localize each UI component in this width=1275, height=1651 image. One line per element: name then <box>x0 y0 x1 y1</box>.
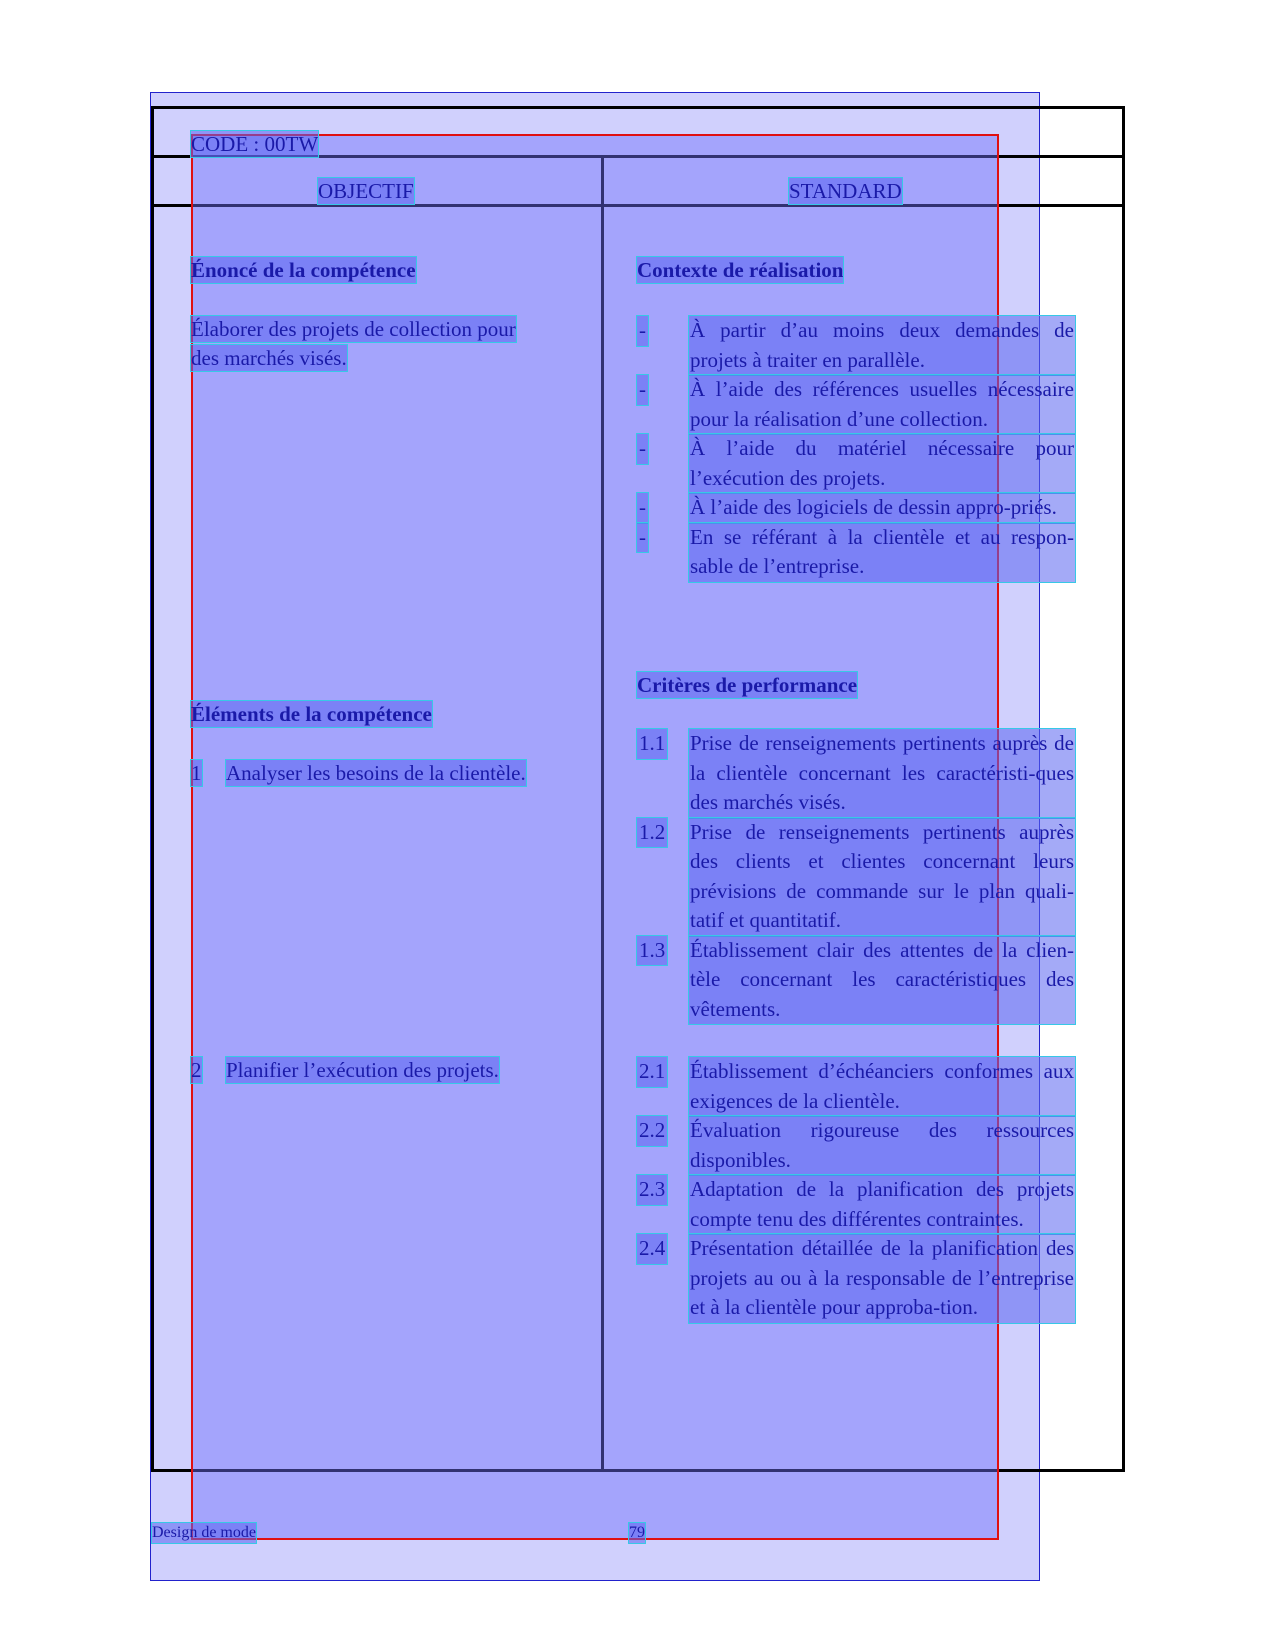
elements-title: Éléments de la compétence <box>191 702 432 726</box>
criterion-number: 2.3 <box>637 1175 667 1205</box>
criterion-text: Présentation détaillée de la planification des projets au ou à la responsable de l’entreprise et à la clientèle pour approba-tion. <box>689 1234 1075 1323</box>
list-item-text: À partir d’au moins deux demandes de projets à traiter en parallèle. <box>689 316 1075 375</box>
list-item <box>637 1057 1075 1116</box>
enonce-text-line-2: des marchés visés. <box>191 346 347 370</box>
bullet: - <box>637 523 648 553</box>
list-item <box>637 493 1075 523</box>
list-item <box>637 1116 1075 1175</box>
element-2-text: Planifier l’exécution des projets. <box>226 1058 499 1082</box>
bullet: - <box>637 316 648 346</box>
enonce-title: Énoncé de la compétence <box>191 258 416 282</box>
list-item <box>637 1175 1075 1234</box>
bullet: - <box>637 493 648 523</box>
element-1-number: 1 <box>191 761 202 785</box>
criteres-list-1 <box>637 729 1075 1024</box>
list-item-text: À l’aide des références usuelles nécessaire pour la réalisation d’une collection. <box>689 375 1075 434</box>
criterion-number: 1.1 <box>637 729 667 759</box>
list-item <box>637 936 1075 1025</box>
list-item <box>637 434 1075 493</box>
criteres-list-2 <box>637 1057 1075 1323</box>
list-item <box>637 729 1075 818</box>
criterion-text: Établissement d’échéanciers conformes aux exigences de la clientèle. <box>689 1057 1075 1116</box>
criterion-number: 2.2 <box>637 1116 667 1146</box>
criterion-number: 2.4 <box>637 1234 667 1264</box>
list-item-text: À l’aide des logiciels de dessin appro-priés. <box>689 493 1075 523</box>
contexte-list <box>637 316 1075 582</box>
list-item <box>637 818 1075 936</box>
list-item <box>637 1234 1075 1323</box>
criterion-text: Adaptation de la planification des projets compte tenu des différentes contraintes. <box>689 1175 1075 1234</box>
column-header-objectif: OBJECTIF <box>318 179 414 203</box>
criterion-number: 1.3 <box>637 936 667 966</box>
criterion-text: Prise de renseignements pertinents auprès des clients et clientes concernant leurs prévisions de commande sur le plan quali-tatif et quantitatif. <box>689 818 1075 936</box>
criteres-title: Critères de performance <box>637 673 858 697</box>
criterion-text: Prise de renseignements pertinents auprès de la clientèle concernant les caractéristi-ques des marchés visés. <box>689 729 1075 818</box>
list-item-text: À l’aide du matériel nécessaire pour l’exécution des projets. <box>689 434 1075 493</box>
criterion-text: Établissement clair des attentes de la clien-tèle concernant les caractéristiques des vêtements. <box>689 936 1075 1025</box>
criterion-number: 2.1 <box>637 1057 667 1087</box>
code-label: CODE : 00TW <box>191 132 319 156</box>
criterion-text: Évaluation rigoureuse des ressources disponibles. <box>689 1116 1075 1175</box>
element-2-number: 2 <box>191 1058 202 1082</box>
list-item-text: En se référant à la clientèle et au respon-sable de l’entreprise. <box>689 523 1075 582</box>
list-item <box>637 375 1075 434</box>
enonce-text-line-1: Élaborer des projets de collection pour <box>191 317 516 341</box>
criterion-number: 1.2 <box>637 818 667 848</box>
contexte-title: Contexte de réalisation <box>637 258 844 282</box>
bullet: - <box>637 434 648 464</box>
footer-page-number: 79 <box>629 1524 645 1541</box>
bullet: - <box>637 375 648 405</box>
list-item <box>637 316 1075 375</box>
column-header-standard: STANDARD <box>789 179 902 203</box>
element-1-text: Analyser les besoins de la clientèle. <box>226 761 526 785</box>
list-item <box>637 523 1075 582</box>
footer-program: Design de mode <box>152 1524 256 1541</box>
